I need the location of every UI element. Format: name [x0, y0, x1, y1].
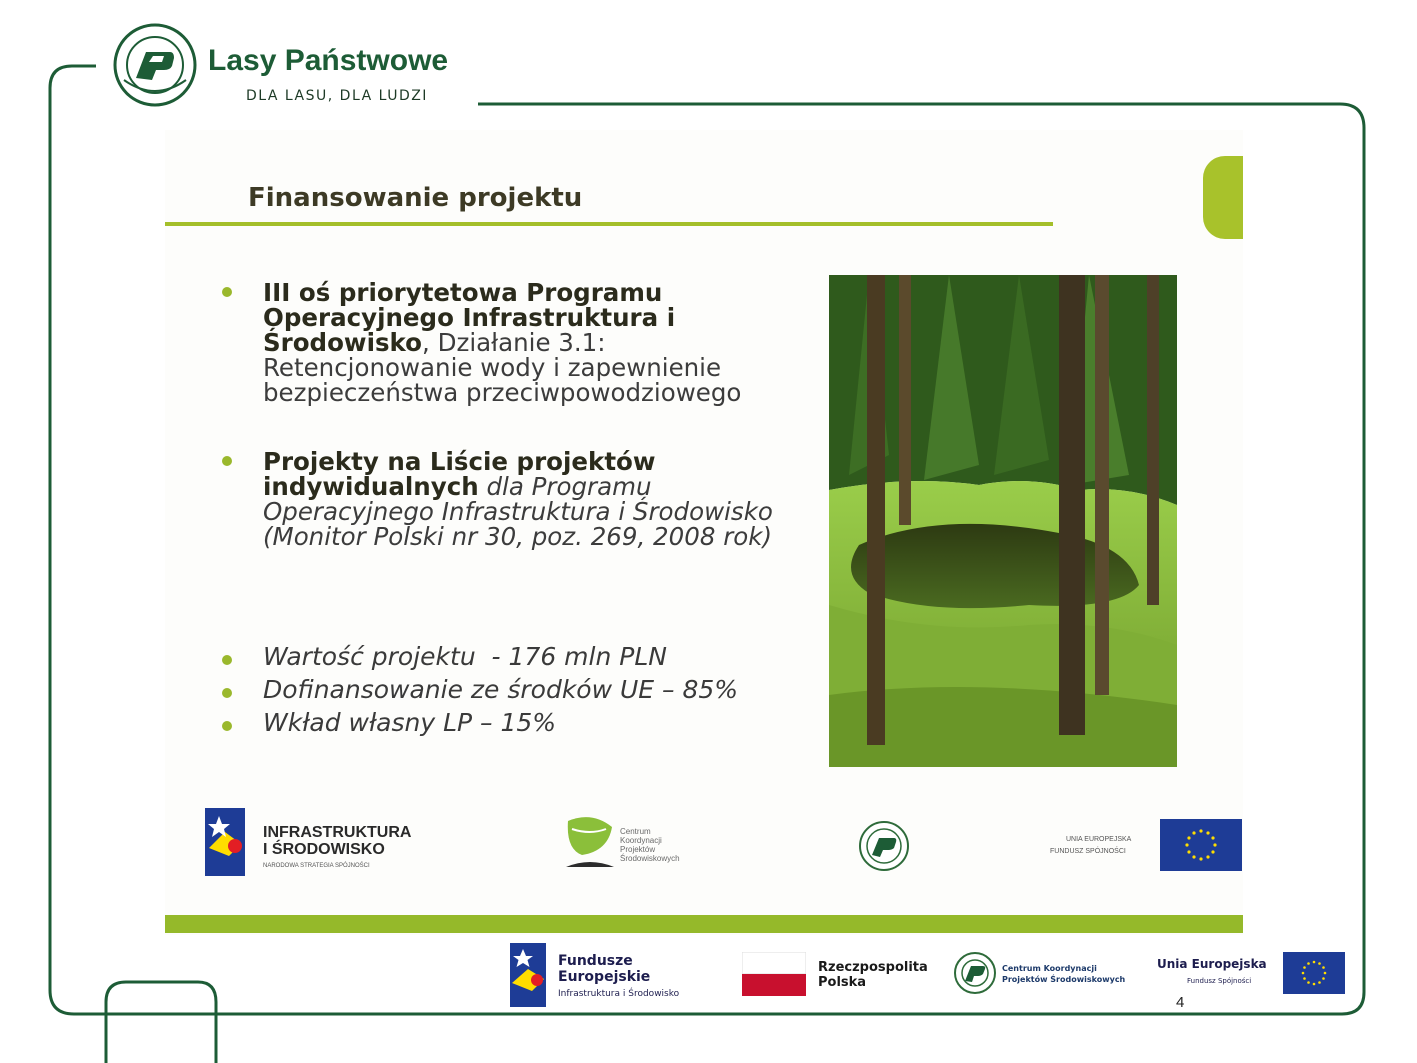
- page-number: 4: [1176, 994, 1185, 1011]
- fe-line1: Fundusze: [558, 953, 633, 969]
- infra-logo-sub: NARODOWA STRATEGIA SPÓJNOŚCI: [263, 863, 370, 869]
- bullet-dot: [222, 456, 232, 466]
- forest-photo: [829, 275, 1177, 767]
- fact-own-contribution: Wkład własny LP – 15%: [263, 708, 557, 737]
- ue-line2: Fundusz Spójności: [1187, 977, 1252, 985]
- brand-name: Lasy Państwowe: [208, 44, 449, 77]
- eu-cohesion-line1: UNIA EUROPEJSKA: [1066, 836, 1132, 843]
- slide-title: Finansowanie projektu: [248, 183, 583, 213]
- fe-line3: Infrastruktura i Środowisko: [558, 989, 680, 999]
- ckps-logo: [562, 815, 722, 875]
- infrastruktura-srodowisko-logo: [197, 808, 447, 876]
- ckps-logo-line1: Centrum: [620, 827, 651, 836]
- eu-flag-footer: [1283, 952, 1345, 994]
- ckps-logo-line2: Koordynacji: [620, 836, 662, 845]
- bullet-dot: [222, 655, 232, 665]
- rp-line2: Polska: [818, 975, 867, 990]
- bullet-individual-projects-bold: Projekty na Liście projektów indywidualnych: [263, 447, 656, 501]
- eu-cohesion-line2: FUNDUSZ SPÓJNOŚCI: [1050, 848, 1126, 855]
- bullet-program-priority-rest: , Działanie 3.1: Retencjonowanie wody i zapewnienie bezpieczeństwa przeciwpowodziowego: [263, 328, 742, 407]
- ue-line1: Unia Europejska: [1157, 957, 1267, 971]
- rp-line1: Rzeczpospolita: [818, 960, 928, 975]
- bullet-individual-projects-rest: dla Programu Operacyjnego Infrastruktura i Środowisko (Monitor Polski nr 30, poz. 269, 2008 rok): [263, 472, 773, 551]
- slide-footer-bar: [165, 915, 1243, 933]
- bullet-individual-projects: [263, 449, 803, 549]
- infra-logo-line2: I ŚRODOWISKO: [263, 841, 385, 858]
- bullet-dot: [222, 287, 232, 297]
- bullet-program-priority-bold: III oś priorytetowa Programu Operacyjnego Infrastruktura i Środowisko: [263, 278, 676, 357]
- bullet-dot: [222, 688, 232, 698]
- title-underline: [165, 222, 1053, 226]
- eu-flag: [1160, 819, 1242, 871]
- fundusze-europejskie-logo: [510, 943, 710, 1007]
- ckps-footer-seal-icon: [952, 951, 998, 995]
- fact-project-value: Wartość projektu - 176 mln PLN: [263, 642, 667, 671]
- bullet-dot: [222, 721, 232, 731]
- bullet-program-priority: [263, 280, 803, 405]
- fact-eu-cofinancing: Dofinansowanie ze środków UE – 85%: [263, 675, 739, 704]
- infra-logo-line1: INFRASTRUKTURA: [263, 824, 412, 841]
- ckps-logo-line4: Środowiskowych: [620, 854, 680, 863]
- polish-flag: [742, 952, 806, 996]
- lasy-panstwowe-small-logo: [856, 820, 912, 872]
- ck-line1: Centrum Koordynacji: [1002, 964, 1097, 973]
- brand-tagline: DLA LASU, DLA LUDZI: [246, 88, 428, 104]
- slide-accent-tab: [1203, 156, 1243, 239]
- ck-line2: Projektów Środowiskowych: [1002, 975, 1126, 984]
- lasy-panstwowe-logo: [112, 22, 198, 108]
- ckps-logo-line3: Projektów: [620, 845, 656, 854]
- fe-line2: Europejskie: [558, 969, 651, 985]
